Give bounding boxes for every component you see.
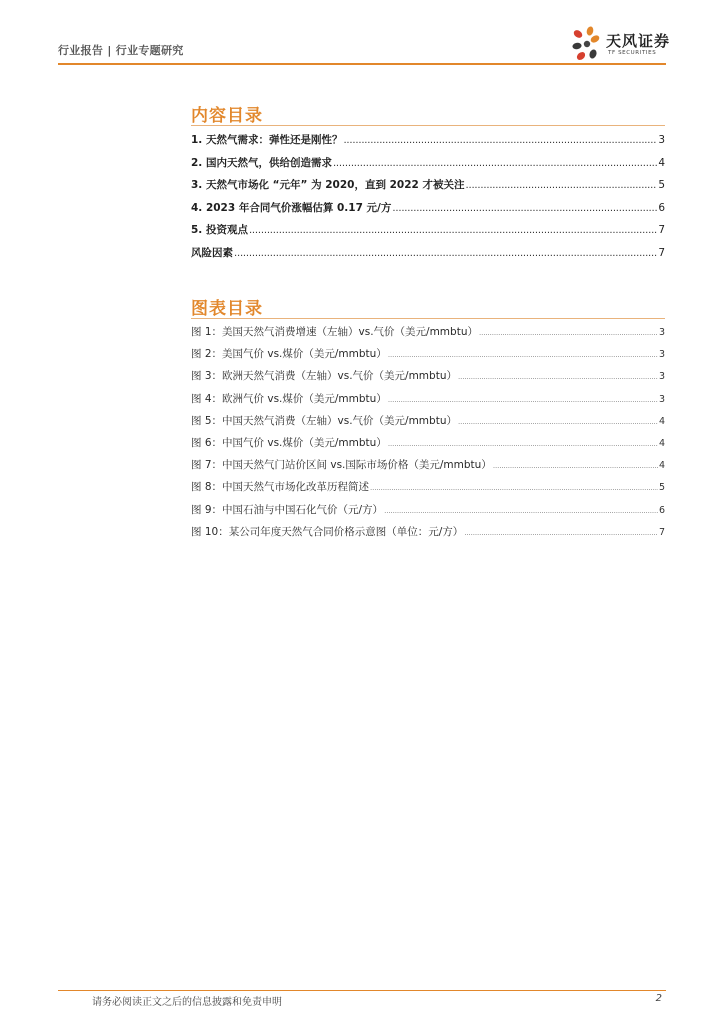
contents-list: [191, 129, 665, 265]
toc-entry-page: 4: [658, 156, 665, 169]
toc-entry[interactable]: [191, 242, 665, 265]
figure-entry[interactable]: [191, 410, 665, 432]
figure-entry[interactable]: [191, 521, 665, 543]
contents-divider: [191, 125, 665, 126]
dot-leader: [493, 455, 658, 477]
figure-entry-label: 图 2：美国气价 vs.煤价（美元/mmbtu）: [191, 348, 387, 361]
figure-entry-page: 3: [658, 393, 665, 405]
dot-leader: [388, 389, 658, 411]
toc-entry-label: 3. 天然气市场化 “元年” 为 2020，直到 2022 才被关注: [191, 179, 465, 192]
flower-logo-icon: [568, 24, 606, 64]
company-logo: [568, 24, 678, 64]
toc-entry-page: 6: [658, 201, 665, 214]
toc-entry-page: 7: [658, 224, 665, 237]
dot-leader: [458, 411, 658, 433]
figure-entry-page: 4: [658, 437, 665, 449]
dot-leader: [343, 130, 657, 153]
figure-entry-page: 3: [658, 371, 665, 383]
dot-leader: [249, 220, 657, 243]
toc-entry[interactable]: [191, 174, 665, 197]
figure-entry-page: 5: [658, 482, 665, 494]
figure-entry-label: 图 9：中国石油与中国石化气价（元/方）: [191, 503, 384, 516]
figure-entry[interactable]: [191, 476, 665, 498]
figures-title: 图表目录: [191, 299, 263, 319]
toc-entry-label: 2. 国内天然气，供给创造需求: [191, 156, 332, 169]
figure-entry-label: 图 6：中国气价 vs.煤价（美元/mmbtu）: [191, 436, 387, 449]
dot-leader: [388, 344, 658, 366]
figure-entry-page: 4: [658, 460, 665, 472]
dot-leader: [392, 198, 657, 221]
figure-entry[interactable]: [191, 321, 665, 343]
dot-leader: [388, 433, 658, 455]
report-category: 行业报告 | 行业专题研究: [58, 44, 184, 57]
figure-entry-label: 图 7：中国天然气门站价区间 vs.国际市场价格（美元/mmbtu）: [191, 459, 492, 472]
dot-leader: [384, 500, 658, 522]
figure-entry-page: 3: [658, 327, 665, 338]
dot-leader: [370, 477, 658, 499]
figure-entry[interactable]: [191, 343, 665, 365]
toc-entry-label: 4. 2023 年合同气价涨幅估算 0.17 元/方: [191, 201, 392, 214]
figure-entry-label: 图 8：中国天然气市场化改革历程简述: [191, 481, 370, 494]
dot-leader: [234, 243, 657, 266]
toc-entry-label: 5. 投资观点: [191, 224, 248, 237]
disclaimer-text: 请务必阅读正文之后的信息披露和免责申明: [92, 997, 282, 1008]
toc-entry-page: 5: [658, 179, 665, 192]
figure-entry-page: 6: [658, 504, 665, 516]
toc-entry-label: 风险因素: [191, 246, 233, 259]
figure-entry-page: 4: [658, 415, 665, 427]
toc-entry-page: 7: [658, 246, 665, 259]
toc-entry[interactable]: [191, 197, 665, 220]
figure-entry[interactable]: [191, 499, 665, 521]
figure-entry-page: 3: [658, 349, 665, 361]
figure-entry-label: 图 1：美国天然气消费增速（左轴）vs.气价（美元/mmbtu）: [191, 326, 478, 338]
figure-entry[interactable]: [191, 454, 665, 476]
figure-entry-label: 图 10：某公司年度天然气合同价格示意图（单位：元/方）: [191, 525, 464, 538]
dot-leader: [465, 175, 657, 198]
toc-entry-label: 1. 天然气需求：弹性还是刚性？: [191, 134, 343, 146]
figures-list: [191, 321, 665, 543]
toc-entry[interactable]: [191, 129, 665, 152]
footer-divider: [58, 990, 666, 991]
figure-entry[interactable]: [191, 432, 665, 454]
figures-divider: [191, 318, 665, 319]
contents-title: 内容目录: [191, 106, 263, 126]
logo-wordmark: 天风证券: [606, 32, 671, 50]
toc-entry[interactable]: [191, 152, 665, 175]
dot-leader: [333, 153, 657, 176]
figure-entry[interactable]: [191, 365, 665, 387]
toc-entry[interactable]: [191, 219, 665, 242]
figure-entry-label: 图 3：欧洲天然气消费（左轴）vs.气价（美元/mmbtu）: [191, 370, 457, 383]
toc-entry-page: 3: [658, 134, 665, 146]
dot-leader: [464, 522, 658, 544]
logo-english: TF SECURITIES: [608, 50, 657, 56]
figure-entry-label: 图 4：欧洲气价 vs.煤价（美元/mmbtu）: [191, 392, 387, 405]
header-divider: [58, 63, 666, 65]
figure-entry-page: 7: [658, 526, 665, 538]
figure-entry[interactable]: [191, 388, 665, 410]
dot-leader: [479, 322, 658, 344]
page-number: 2: [655, 993, 662, 1004]
figure-entry-label: 图 5：中国天然气消费（左轴）vs.气价（美元/mmbtu）: [191, 414, 457, 427]
dot-leader: [458, 366, 658, 388]
